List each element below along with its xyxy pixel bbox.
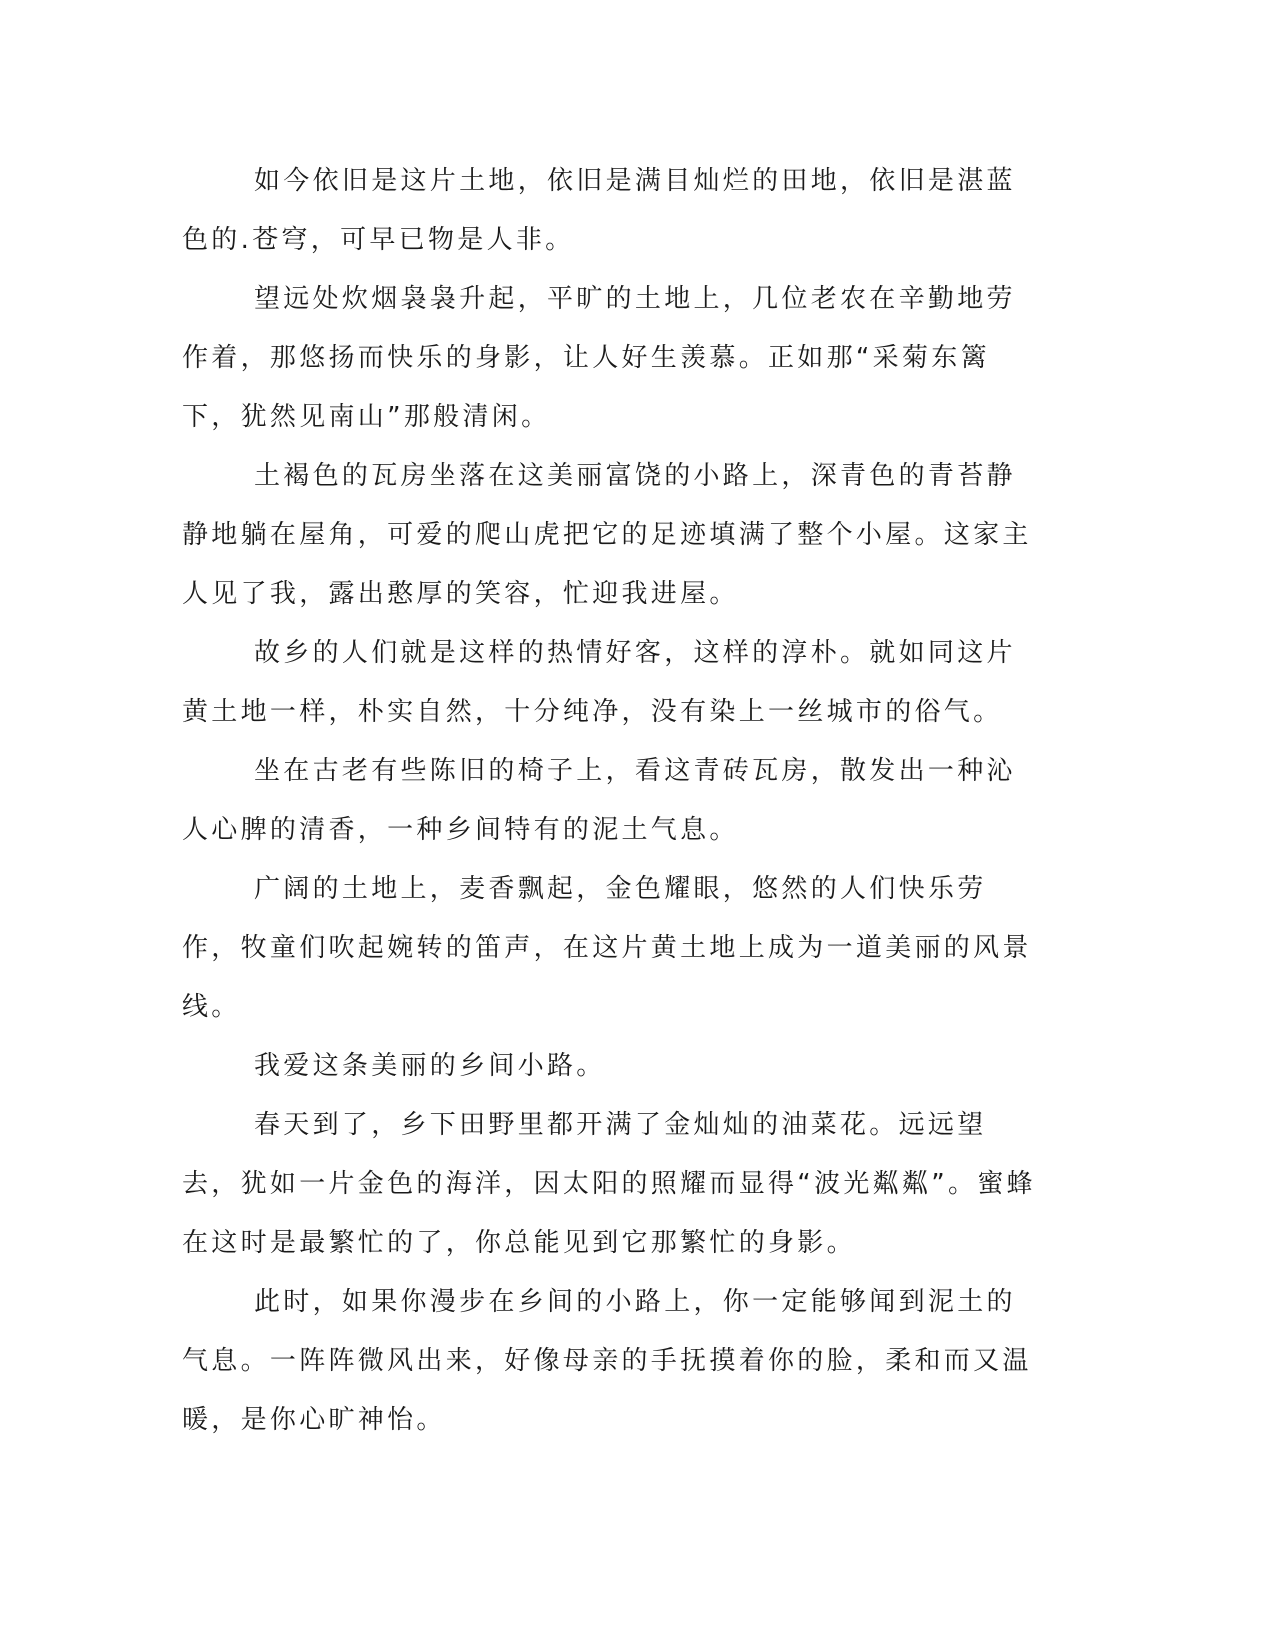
essay-body <box>182 152 1042 1450</box>
paragraph-9: 此时，如果你漫步在乡间的小路上，你一定能够闻到泥土的气息。一阵阵微风出来，好像母亲的手抚摸着你的脸，柔和而又温暖，是你心旷神怡。 <box>182 1287 1032 1435</box>
paragraph-7: 我爱这条美丽的乡间小路。 <box>254 1051 606 1081</box>
paragraph-5: 坐在古老有些陈旧的椅子上，看这青砖瓦房，散发出一种沁人心脾的清香，一种乡间特有的泥土气息。 <box>182 756 1016 845</box>
paragraph-6: 广阔的土地上，麦香飘起，金色耀眼，悠然的人们快乐劳作，牧童们吹起婉转的笛声，在这片黄土地上成为一道美丽的风景线。 <box>182 874 1032 1022</box>
paragraph-2: 望远处炊烟袅袅升起，平旷的土地上，几位老农在辛勤地劳作着，那悠扬而快乐的身影，让人好生羡慕。正如那“采菊东篱下，犹然见南山”那般清闲。 <box>182 284 1016 432</box>
paragraph-4: 故乡的人们就是这样的热情好客，这样的淳朴。就如同这片黄土地一样，朴实自然，十分纯净，没有染上一丝城市的俗气。 <box>182 638 1016 727</box>
paragraph-3: 土褐色的瓦房坐落在这美丽富饶的小路上，深青色的青苔静静地躺在屋角，可爱的爬山虎把它的足迹填满了整个小屋。这家主人见了我，露出憨厚的笑容，忙迎我进屋。 <box>182 461 1032 609</box>
paragraph-8: 春天到了，乡下田野里都开满了金灿灿的油菜花。远远望去，犹如一片金色的海洋，因太阳的照耀而显得“波光粼粼”。蜜蜂在这时是最繁忙的了，你总能见到它那繁忙的身影。 <box>182 1110 1036 1258</box>
paragraph-1: 如今依旧是这片土地，依旧是满目灿烂的田地，依旧是湛蓝色的.苍穹，可早已物是人非。 <box>182 166 1016 255</box>
